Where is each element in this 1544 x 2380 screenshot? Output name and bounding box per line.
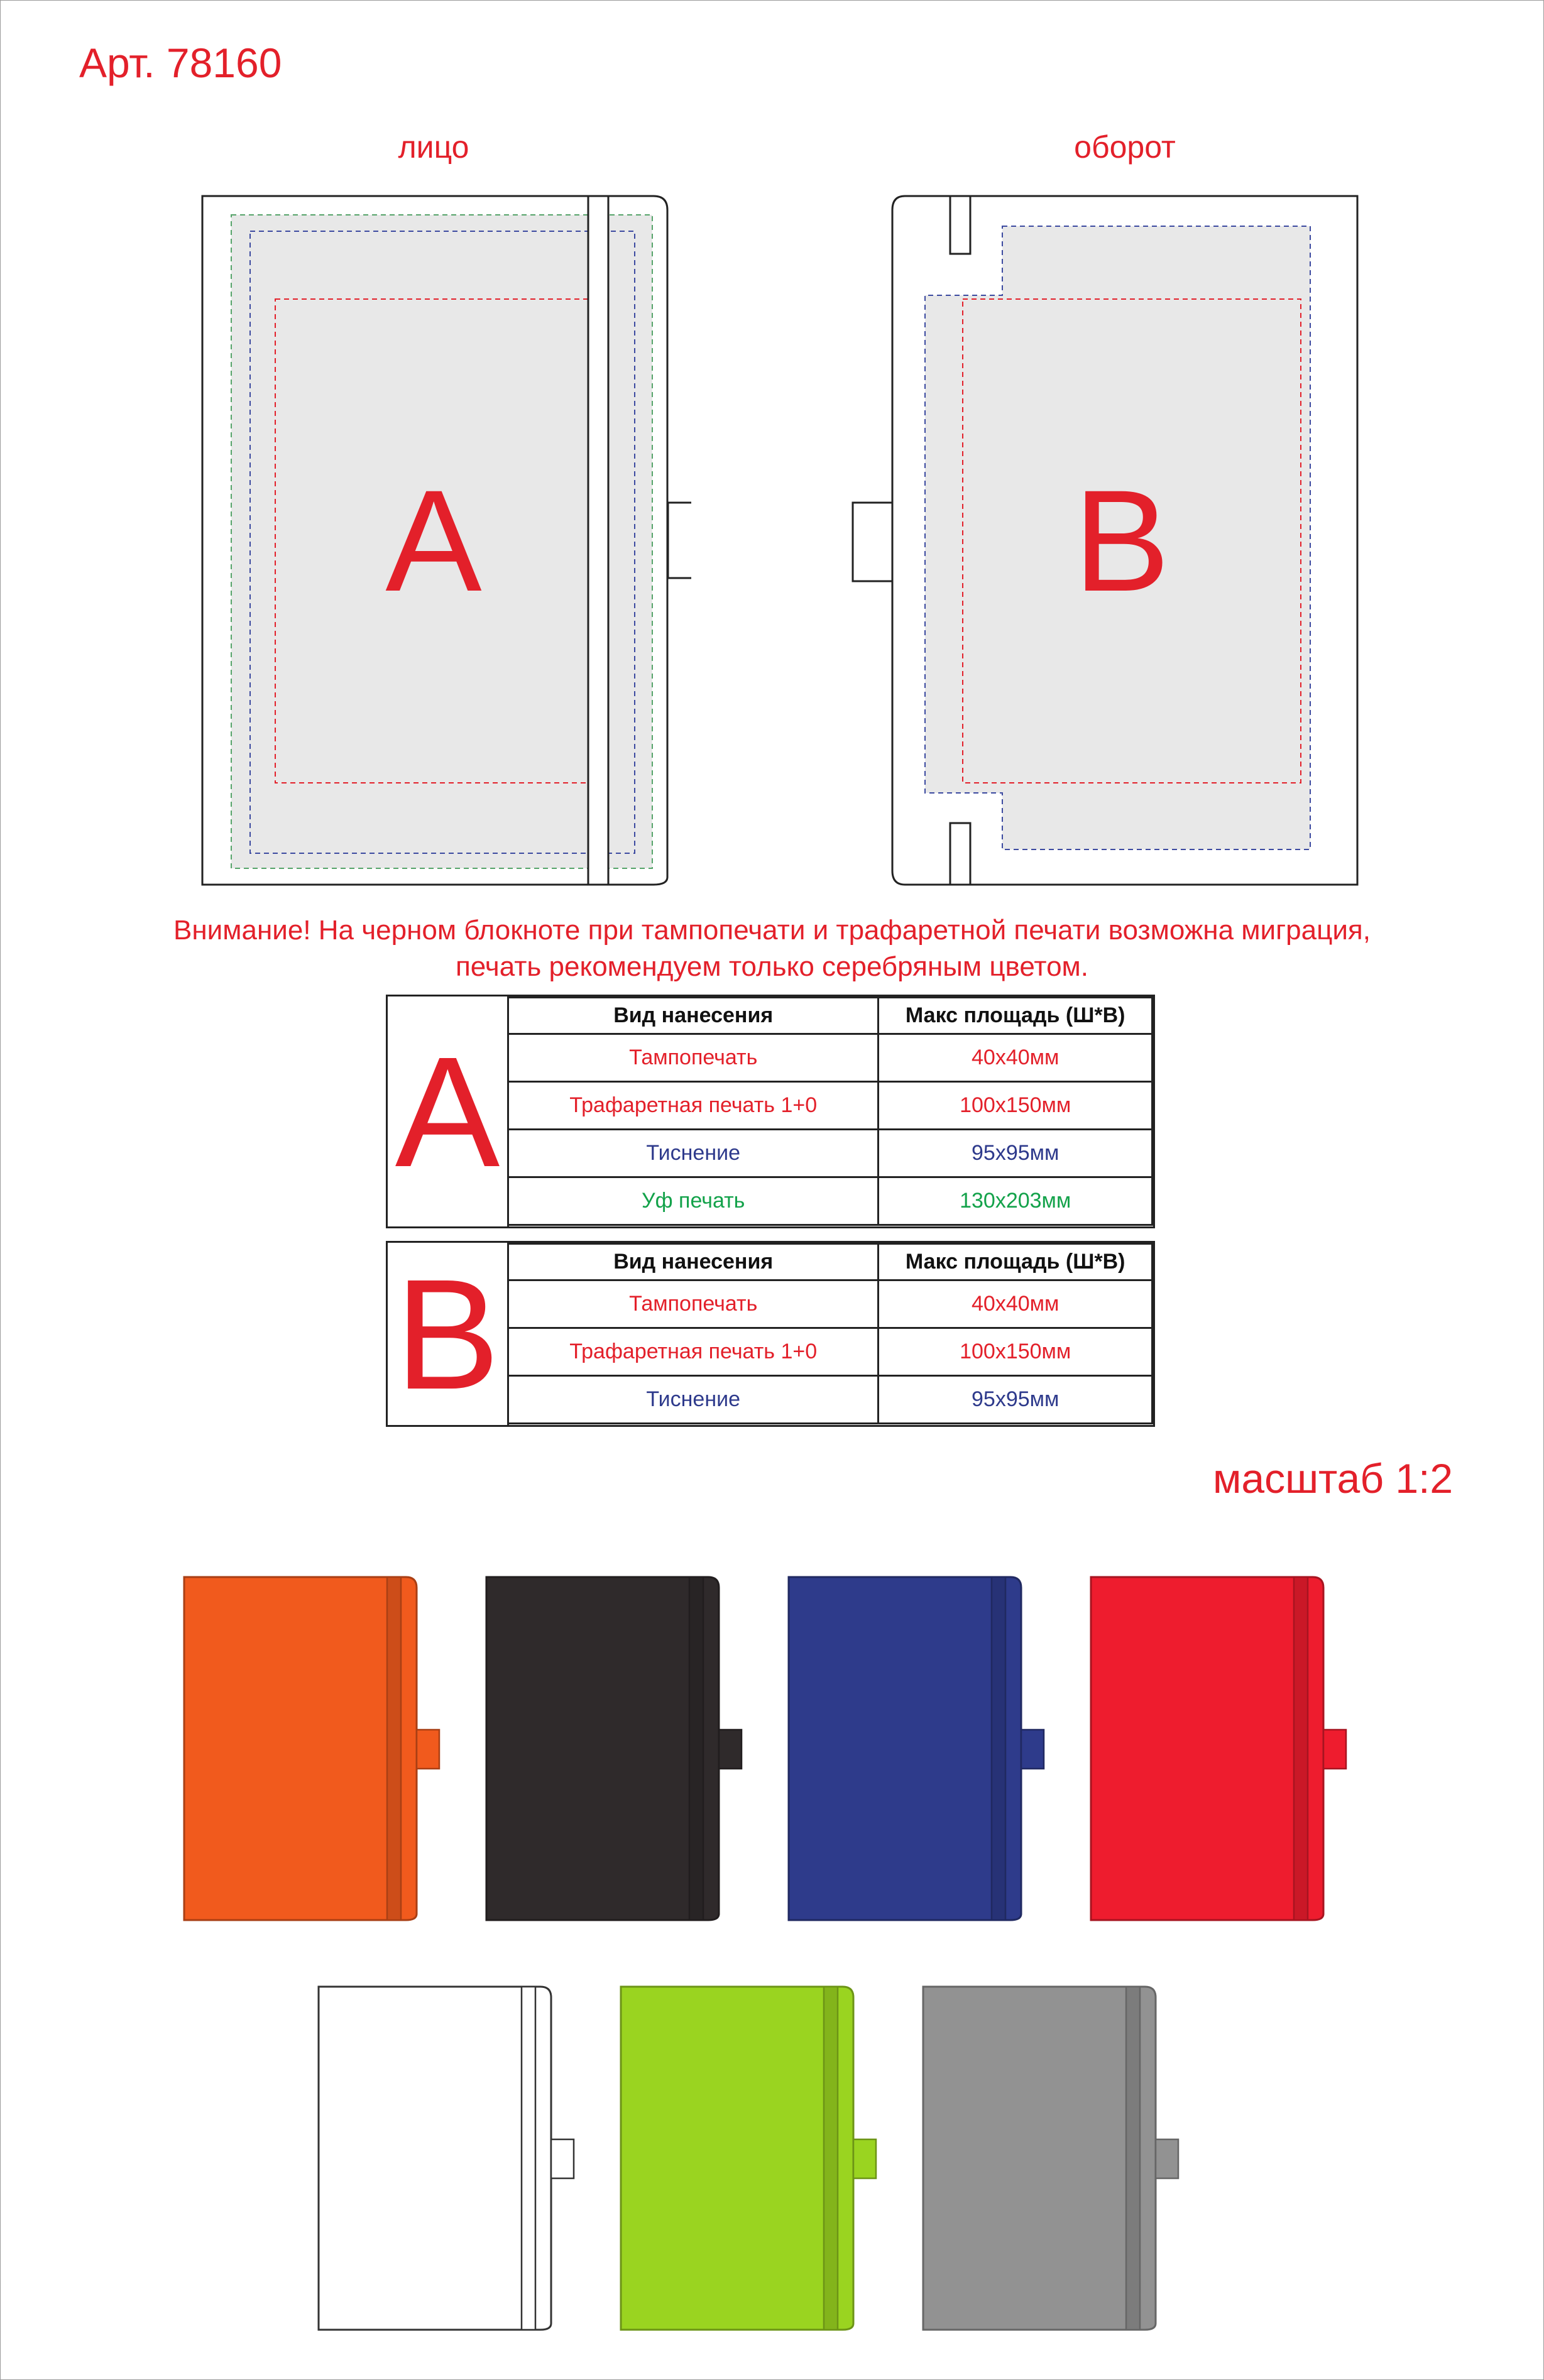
notebook-swatch-5 (317, 1985, 581, 2337)
table-a-row4-area: 130x203мм (879, 1177, 1153, 1225)
print-methods-table-a (386, 995, 1155, 1228)
table-a-header-area: Макс площадь (Ш*В) (879, 998, 1153, 1034)
table-a-row1-method: Тампопечать (508, 1034, 879, 1082)
table-a-row3-area: 95x95мм (879, 1130, 1153, 1177)
table-row (508, 1034, 1153, 1082)
table-a-letter: A (388, 996, 509, 1226)
table-row (508, 1177, 1153, 1225)
table-b-row1-method: Тампопечать (508, 1280, 879, 1328)
table-row (508, 1328, 1153, 1376)
table-row (508, 1082, 1153, 1130)
notice-line-2: печать рекомендуем только серебряным цветом. (455, 951, 1089, 982)
scale-label: масштаб 1:2 (1213, 1455, 1454, 1502)
table-a-row3-method: Тиснение (508, 1130, 879, 1177)
table-b-header-method: Вид нанесения (508, 1244, 879, 1280)
table-a-row2-area: 100x150мм (879, 1082, 1153, 1130)
article-title: Арт. 78160 (79, 40, 282, 86)
notebook-swatch-2 (485, 1576, 749, 1928)
table-b-row3-area: 95x95мм (879, 1376, 1153, 1424)
table-a-row2-method: Трафаретная печать 1+0 (508, 1082, 879, 1130)
table-row (508, 1130, 1153, 1177)
notebook-swatch-1 (183, 1576, 447, 1928)
notebook-swatch-3 (787, 1576, 1051, 1928)
notice-line-1: Внимание! На черном блокноте при тампопечати и трафаретной печати возможна миграция, (173, 915, 1371, 946)
table-row (508, 1376, 1153, 1424)
notebook-swatch-4 (1090, 1576, 1354, 1928)
table-b-row2-area: 100x150мм (879, 1328, 1153, 1376)
front-zone-letter: A (385, 460, 482, 621)
front-label: лицо (398, 129, 469, 165)
table-b-row2-method: Трафаретная печать 1+0 (508, 1328, 879, 1376)
print-methods-table-b (386, 1241, 1155, 1427)
table-a-header-method: Вид нанесения (508, 998, 879, 1034)
table-row (508, 1280, 1153, 1328)
notebook-swatch-6 (620, 1985, 884, 2337)
table-b-letter: B (388, 1243, 509, 1425)
notebook-swatch-7 (922, 1985, 1186, 2337)
front-cover-template (189, 188, 691, 898)
table-b-row3-method: Тиснение (508, 1376, 879, 1424)
back-zone-letter: B (1073, 460, 1170, 621)
table-b-header-area: Макс площадь (Ш*В) (879, 1244, 1153, 1280)
back-label: оборот (1074, 129, 1176, 165)
table-a-row1-area: 40x40мм (879, 1034, 1153, 1082)
back-cover-template (842, 188, 1364, 898)
table-a-row4-method: Уф печать (508, 1177, 879, 1225)
table-b-row1-area: 40x40мм (879, 1280, 1153, 1328)
